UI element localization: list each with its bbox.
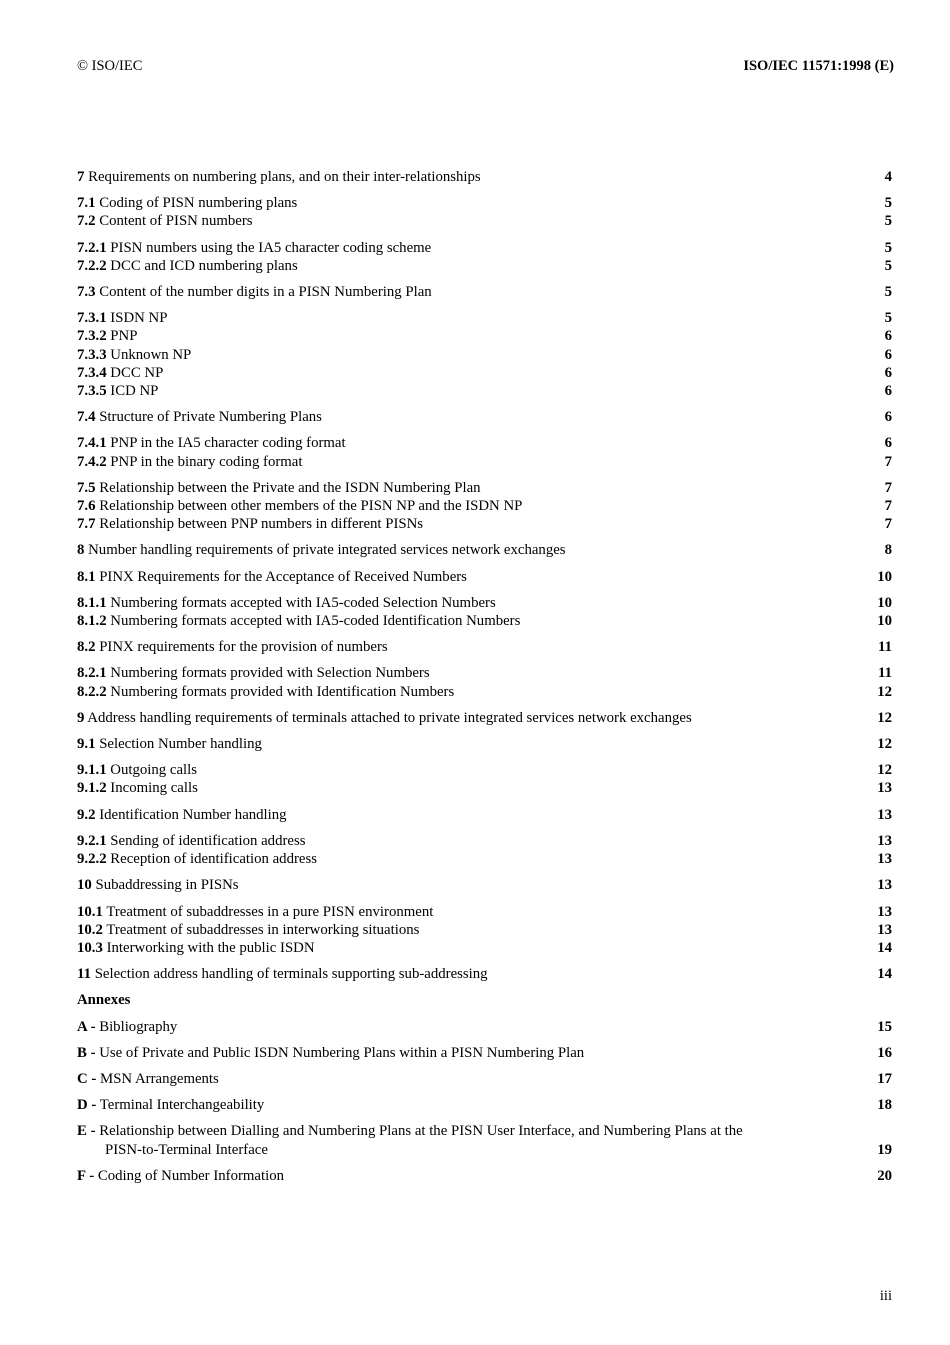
toc-entry-title: Reception of identification address (110, 851, 317, 868)
toc-entry-number: 8.1 (77, 568, 96, 585)
toc-entry-text (77, 568, 870, 586)
toc-entry-text (77, 965, 870, 983)
toc-entry-title: Content of PISN numbers (99, 213, 253, 230)
annexes-heading: Annexes (77, 992, 131, 1009)
toc-entry-page: 14 (877, 939, 892, 956)
toc-entry-title: Numbering formats accepted with IA5-coded Identification Numbers (110, 613, 521, 630)
toc-entry-title: Selection address handling of terminals supporting sub-addressing (94, 966, 488, 983)
toc-entry-number: 7.7 (77, 516, 96, 533)
toc-entry-text (77, 850, 870, 868)
toc-entry-page: 12 (877, 709, 892, 726)
annex-title: Bibliography (99, 1018, 178, 1035)
toc-entry-page: 12 (877, 762, 892, 779)
toc-entry-text (77, 903, 870, 921)
toc-entry-page: 7 (884, 453, 892, 470)
toc-entry-title: Treatment of subaddresses in interworking situations (106, 921, 420, 938)
toc-entry-title: Structure of Private Numbering Plans (99, 409, 322, 426)
toc-entry-number: 8.1.1 (77, 594, 107, 611)
header-copyright: © ISO/IEC (77, 58, 143, 74)
page-number: iii (879, 1288, 892, 1304)
toc-group (77, 638, 892, 656)
toc-entry-title: PNP in the binary coding format (110, 453, 303, 470)
toc-group (77, 194, 892, 230)
toc-entry[interactable] (77, 194, 892, 212)
toc-group (77, 876, 892, 894)
toc-entry-number: 8.2.2 (77, 683, 107, 700)
toc-entry-title: Relationship between PNP numbers in different PISNs (99, 516, 424, 533)
toc-entry-text (77, 346, 870, 364)
toc-entry[interactable] (77, 346, 892, 364)
toc-entry-title: Numbering formats provided with Identification Numbers (110, 683, 455, 700)
toc-group (77, 735, 892, 753)
toc-entry-page: 13 (877, 806, 892, 823)
toc-entry-number: 7.3.4 (77, 364, 107, 381)
annex-entry[interactable] (77, 1122, 892, 1158)
toc-entry[interactable] (77, 779, 892, 797)
toc-entry[interactable] (77, 832, 892, 850)
table-of-contents (77, 168, 892, 1193)
annex-entry[interactable] (77, 1167, 892, 1185)
toc-entry-number: 7.4.2 (77, 453, 107, 470)
toc-entry[interactable] (77, 850, 892, 868)
toc-entry-text (77, 212, 870, 230)
toc-entry-number: 9.2 (77, 806, 96, 823)
toc-entry-text (77, 257, 870, 275)
toc-entry-title: Outgoing calls (110, 762, 198, 779)
toc-entry-number: 8.2.1 (77, 665, 107, 682)
toc-entry-page: 7 (884, 498, 892, 515)
toc-entry-text (77, 939, 870, 957)
toc-entry-title: Numbering formats provided with Selection Numbers (110, 665, 430, 682)
toc-entry[interactable] (77, 453, 892, 471)
toc-group (77, 309, 892, 400)
annex-entry-text (77, 1122, 870, 1158)
toc-entry-title: PINX Requirements for the Acceptance of Received Numbers (99, 568, 467, 585)
toc-entry-number: 7.4.1 (77, 435, 107, 452)
toc-entry-page: 13 (877, 877, 892, 894)
toc-entry-title: Requirements on numbering plans, and on their inter-relationships (88, 169, 481, 185)
toc-entry-text (77, 479, 870, 497)
toc-entry-number: 10.3 (77, 939, 103, 956)
toc-entry[interactable] (77, 239, 892, 257)
toc-entry-text (77, 515, 870, 533)
toc-entry-page: 7 (884, 479, 892, 496)
annex-title: Use of Private and Public ISDN Numbering Plans within a PISN Numbering Plan (99, 1044, 585, 1061)
toc-group (77, 168, 892, 186)
annex-letter: A - (77, 1018, 96, 1035)
toc-entry-number: 9.2.2 (77, 851, 107, 868)
toc-entry-page: 11 (878, 665, 892, 682)
toc-entry-text (77, 239, 870, 257)
annex-entry[interactable] (77, 1044, 892, 1062)
annex-title: Terminal Interchangeability (99, 1097, 265, 1114)
annex-group (77, 1167, 892, 1185)
toc-entry[interactable] (77, 939, 892, 957)
toc-entry-page: 13 (877, 780, 892, 797)
toc-entry-number: 7.3.1 (77, 310, 107, 327)
toc-entry-page: 13 (877, 903, 892, 920)
toc-group (77, 568, 892, 586)
toc-group (77, 709, 892, 727)
toc-entry-text (77, 382, 870, 400)
toc-entry[interactable] (77, 434, 892, 452)
toc-entry-title: Identification Number handling (99, 806, 287, 823)
toc-entry-title: PNP (110, 328, 138, 345)
annex-page: 16 (877, 1044, 892, 1061)
annex-page: 18 (877, 1097, 892, 1114)
toc-group (77, 239, 892, 275)
toc-entry-title: Number handling requirements of private integrated services network exchanges (88, 542, 566, 559)
toc-entry-number: 7.2.1 (77, 239, 107, 256)
toc-entry-title: DCC NP (110, 364, 164, 381)
toc-entry-page: 12 (877, 683, 892, 700)
toc-entry-number: 8 (77, 542, 85, 559)
toc-entry[interactable] (77, 594, 892, 612)
toc-entry[interactable] (77, 168, 892, 186)
toc-group (77, 965, 892, 983)
toc-group (77, 408, 892, 426)
toc-group (77, 664, 892, 700)
toc-entry-text (77, 761, 870, 779)
annex-page: 19 (877, 1141, 892, 1158)
toc-entry[interactable] (77, 568, 892, 586)
toc-entry[interactable] (77, 761, 892, 779)
toc-entry-title: Selection Number handling (99, 736, 262, 753)
toc-entry[interactable] (77, 257, 892, 275)
toc-entry-page: 6 (884, 328, 892, 345)
annex-title: Relationship between Dialling and Numbering Plans at the PISN User Interface, and Numbering Plans at the (99, 1123, 743, 1140)
toc-entry-number: 11 (77, 966, 91, 983)
toc-group (77, 434, 892, 470)
toc-entry-page: 6 (884, 435, 892, 452)
toc-entry-title: Sending of identification address (110, 832, 306, 849)
toc-group (77, 283, 892, 301)
toc-entry[interactable] (77, 709, 892, 727)
annex-group (77, 1070, 892, 1088)
toc-entry-text (77, 594, 870, 612)
toc-entry[interactable] (77, 903, 892, 921)
annex-entry-text (77, 1044, 870, 1062)
annex-title: MSN Arrangements (100, 1070, 219, 1087)
toc-entry-text (77, 283, 870, 301)
toc-entry[interactable] (77, 364, 892, 382)
toc-entry[interactable] (77, 382, 892, 400)
toc-entry-page: 13 (877, 851, 892, 868)
toc-entry-text (77, 779, 870, 797)
toc-entry-page: 7 (884, 516, 892, 533)
annex-group (77, 1096, 892, 1114)
toc-entry[interactable] (77, 921, 892, 939)
toc-entry-text (77, 327, 870, 345)
annex-title-continued: PISN-to-Terminal Interface (105, 1141, 268, 1158)
toc-entry-page: 4 (884, 169, 892, 185)
toc-entry[interactable] (77, 408, 892, 426)
annex-group (77, 1122, 892, 1158)
annex-letter: D - (77, 1097, 97, 1114)
toc-group (77, 541, 892, 559)
toc-entry[interactable] (77, 735, 892, 753)
toc-entry-page: 5 (884, 239, 892, 256)
toc-entry-number: 9.2.1 (77, 832, 107, 849)
toc-entry-number: 7.3.5 (77, 383, 107, 400)
toc-entry-number: 10.2 (77, 921, 103, 938)
toc-entry-number: 9 (77, 709, 85, 726)
toc-entry-title: Relationship between other members of the PISN NP and the ISDN NP (99, 498, 523, 515)
toc-entry-title: Numbering formats accepted with IA5-coded Selection Numbers (110, 594, 496, 611)
toc-entry-title: Incoming calls (110, 780, 198, 797)
toc-entry-page: 10 (877, 594, 892, 611)
toc-entry-text (77, 364, 870, 382)
toc-entry-title: Coding of PISN numbering plans (99, 195, 298, 212)
toc-group (77, 594, 892, 630)
toc-entry-page: 6 (884, 383, 892, 400)
toc-entry-number: 10 (77, 877, 92, 894)
toc-entry-text (77, 541, 870, 559)
toc-entry-page: 5 (884, 213, 892, 230)
annex-group (77, 1044, 892, 1062)
toc-entry-number: 7.3 (77, 284, 96, 301)
toc-entry-text (77, 309, 870, 327)
toc-entry-number: 8.2 (77, 639, 96, 656)
toc-entry-text (77, 876, 870, 894)
annex-entry-text (77, 1096, 870, 1114)
toc-entry-number: 9.1 (77, 736, 96, 753)
toc-entry-title: Address handling requirements of terminals attached to private integrated services network exchanges (87, 709, 692, 726)
annex-group (77, 1018, 892, 1036)
toc-group (77, 832, 892, 868)
toc-entry-title: PNP in the IA5 character coding format (110, 435, 346, 452)
toc-entry[interactable] (77, 515, 892, 533)
toc-entry-title: Unknown NP (110, 346, 192, 363)
toc-entry-text (77, 408, 870, 426)
toc-entry[interactable] (77, 612, 892, 630)
toc-entry-number: 7.3.3 (77, 346, 107, 363)
annex-entry-text (77, 1070, 870, 1088)
toc-entry-page: 8 (884, 542, 892, 559)
toc-entry[interactable] (77, 327, 892, 345)
toc-entry[interactable] (77, 283, 892, 301)
toc-entry-page: 5 (884, 257, 892, 274)
toc-entry-text (77, 194, 870, 212)
toc-entry[interactable] (77, 965, 892, 983)
annex-letter: C - (77, 1070, 97, 1087)
toc-entry-text (77, 832, 870, 850)
toc-entry-title: ISDN NP (110, 310, 168, 327)
toc-entry-text (77, 735, 870, 753)
toc-entry-number: 7.4 (77, 409, 96, 426)
toc-entry[interactable] (77, 212, 892, 230)
toc-entry-number: 9.1.2 (77, 780, 107, 797)
toc-entry-page: 14 (877, 966, 892, 983)
toc-entry[interactable] (77, 479, 892, 497)
toc-group (77, 479, 892, 534)
toc-entry-page: 10 (877, 568, 892, 585)
toc-entry[interactable] (77, 638, 892, 656)
annex-letter: B - (77, 1044, 96, 1061)
toc-entry-page: 5 (884, 284, 892, 301)
toc-entry-page: 6 (884, 409, 892, 426)
toc-entry-number: 7.2 (77, 213, 96, 230)
toc-entry-text (77, 434, 870, 452)
header-standard-id: ISO/IEC 11571:1998 (E) (743, 58, 894, 74)
toc-entry-page: 6 (884, 346, 892, 363)
toc-entry-number: 10.1 (77, 903, 103, 920)
annex-page: 15 (877, 1018, 892, 1035)
toc-entry-page: 12 (877, 736, 892, 753)
toc-entry-title: PINX requirements for the provision of numbers (99, 639, 388, 656)
toc-entry-text (77, 709, 870, 727)
toc-entry-text (77, 168, 870, 186)
toc-entry-number: 7.3.2 (77, 328, 107, 345)
toc-entry[interactable] (77, 806, 892, 824)
toc-entry-title: Treatment of subaddresses in a pure PISN environment (106, 903, 434, 920)
toc-entry-page: 13 (877, 832, 892, 849)
toc-entry-title: PISN numbers using the IA5 character coding scheme (110, 239, 432, 256)
annex-letter: F - (77, 1167, 95, 1184)
toc-entry-number: 7.5 (77, 479, 96, 496)
toc-entry-text (77, 453, 870, 471)
toc-entry[interactable] (77, 497, 892, 515)
toc-group (77, 761, 892, 797)
annex-page: 17 (877, 1070, 892, 1087)
annex-entry[interactable] (77, 1018, 892, 1036)
toc-entry-page: 10 (877, 613, 892, 630)
toc-entry[interactable] (77, 309, 892, 327)
toc-group (77, 903, 892, 958)
toc-entry-text (77, 612, 870, 630)
toc-entry-page: 6 (884, 364, 892, 381)
toc-entry-page: 5 (884, 310, 892, 327)
toc-entry-text (77, 664, 870, 682)
annex-page: 20 (877, 1167, 892, 1184)
toc-entry-text (77, 921, 870, 939)
toc-entry[interactable] (77, 541, 892, 559)
toc-entry-number: 7 (77, 169, 85, 185)
annex-letter: E - (77, 1123, 96, 1140)
annex-entry[interactable] (77, 1096, 892, 1114)
toc-entry-number: 7.1 (77, 195, 96, 212)
toc-entry-page: 11 (878, 639, 892, 656)
toc-entry-text (77, 806, 870, 824)
toc-entry-page: 5 (884, 195, 892, 212)
toc-group (77, 806, 892, 824)
toc-entry-title: DCC and ICD numbering plans (110, 257, 298, 274)
toc-entry-text (77, 638, 870, 656)
toc-entry[interactable] (77, 664, 892, 682)
annex-entry[interactable] (77, 1070, 892, 1088)
toc-entry[interactable] (77, 683, 892, 701)
toc-entry-number: 7.6 (77, 498, 96, 515)
toc-entry-number: 7.2.2 (77, 257, 107, 274)
toc-entry[interactable] (77, 876, 892, 894)
toc-entry-title: Interworking with the public ISDN (106, 939, 315, 956)
toc-entry-text (77, 683, 870, 701)
toc-entry-title: Subaddressing in PISNs (95, 877, 239, 894)
toc-entry-title: ICD NP (110, 383, 159, 400)
toc-entry-number: 8.1.2 (77, 613, 107, 630)
annex-entry-text (77, 1018, 870, 1036)
annex-entry-text (77, 1167, 870, 1185)
annex-title: Coding of Number Information (97, 1167, 284, 1184)
toc-entry-text (77, 497, 870, 515)
toc-entry-title: Relationship between the Private and the ISDN Numbering Plan (99, 479, 481, 496)
toc-entry-page: 13 (877, 921, 892, 938)
toc-entry-number: 9.1.1 (77, 762, 107, 779)
toc-entry-title: Content of the number digits in a PISN Numbering Plan (99, 284, 432, 301)
